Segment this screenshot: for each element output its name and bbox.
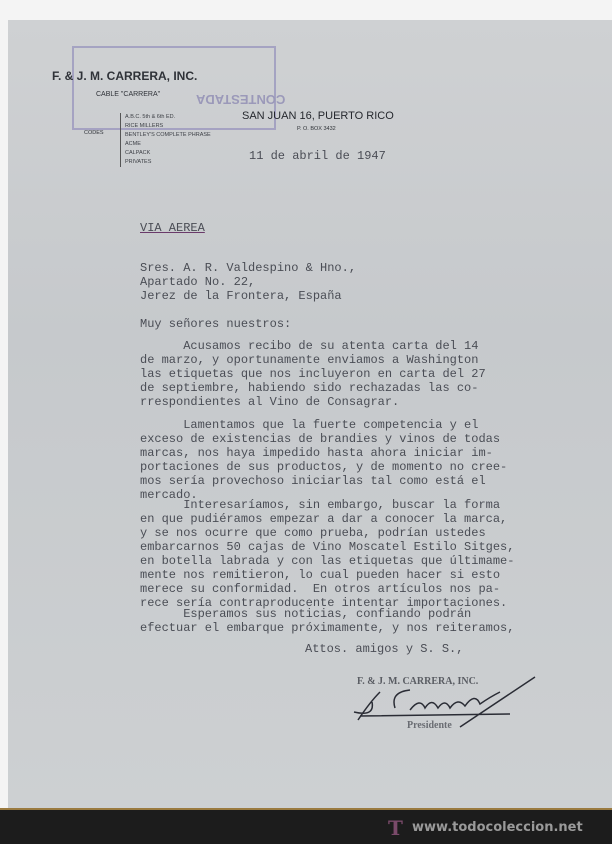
codes-list — [120, 113, 211, 167]
code-item: ACME — [125, 141, 141, 147]
recipient-address — [140, 261, 356, 303]
cable-address: CABLE "CARRERA" — [96, 91, 161, 98]
stamp-text: CONTESTADA — [196, 92, 286, 107]
paragraph-2: Lamentamos que la fuerte competencia y el exceso de existencias de brandies y vinos de todas marcas, nos haya impedido hasta ahora iniciar im- portaciones de sus productos, y de momento no cree- mos sería provechoso iniciarlas tal como está el mercado. — [140, 418, 508, 502]
recipient-line: Jerez de la Frontera, España — [140, 289, 342, 303]
code-item: BENTLEY'S COMPLETE PHRASE — [125, 132, 211, 138]
company-address: SAN JUAN 16, PUERTO RICO — [242, 110, 394, 122]
recipient-line: Apartado No. 22, — [140, 275, 256, 289]
code-item: CALPACK — [125, 150, 151, 156]
paragraph-3: Interesaríamos, sin embargo, buscar la forma en que pudiéramos empezar a dar a conocer la marca, y se nos ocurre que como prueba, podrían ustedes embarcarnos 50 cajas de Vino Moscatel Estilo Sitges, en botella labrada y con las etiquetas que últimame- mente nos remitieron, lo cual pueden hacer si esto merece su conformidad. En otros artículos nos pa- rece sería contraproducente intentar importaciones. — [140, 498, 515, 610]
closing: Attos. amigos y S. S., — [305, 642, 464, 656]
paragraph-4: Esperamos sus noticias, confiando podrán efectuar el embarque próximamente, y nos reiteramos, — [140, 607, 515, 635]
signature-title: Presidente — [407, 720, 452, 731]
watermark-text: www.todocoleccion.net — [412, 820, 583, 835]
po-box: P. O. BOX 3432 — [297, 126, 336, 132]
code-item: RICE MILLERS — [125, 123, 164, 129]
code-item: A.B.C. 5th & 6th ED. — [125, 114, 176, 120]
letter-date: 11 de abril de 1947 — [249, 149, 386, 163]
watermark-band — [0, 808, 612, 844]
signature-company: F. & J. M. CARRERA, INC. — [357, 676, 479, 687]
codes-label: CODES — [84, 130, 104, 136]
via-aerea: VIA AEREA — [140, 221, 205, 235]
company-name: F. & J. M. CARRERA, INC. — [52, 69, 198, 83]
paragraph-1: Acusamos recibo de su atenta carta del 14 de marzo, y oportunamente enviamos a Washington las etiquetas que nos incluyeron en carta del 27 de septiembre, habiendo sido rechazadas las co- rrespondientes al Vino de Consagrar. — [140, 339, 486, 409]
todocoleccion-logo-icon: T — [388, 816, 403, 840]
salutation: Muy señores nuestros: — [140, 317, 292, 331]
code-item: PRIVATES — [125, 159, 152, 165]
recipient-line: Sres. A. R. Valdespino & Hno., — [140, 261, 357, 275]
